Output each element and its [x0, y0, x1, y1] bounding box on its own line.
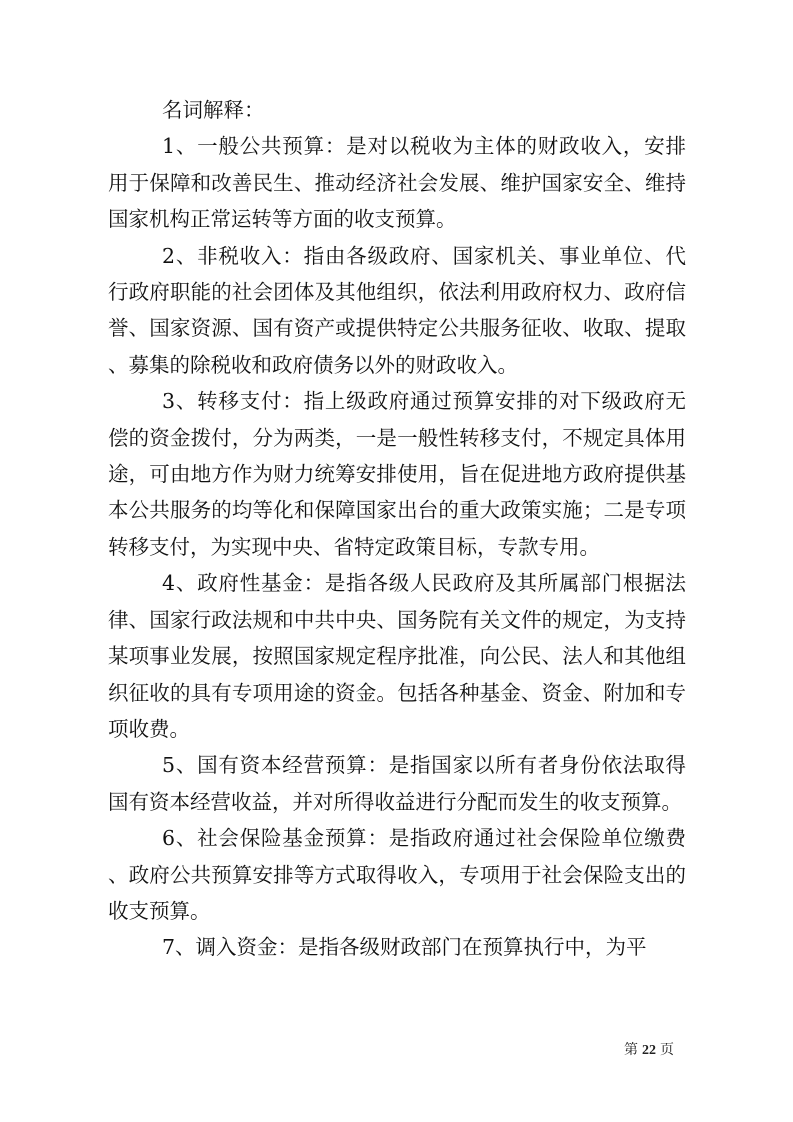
- definition-paragraph-4: 4、政府性基金：是指各级人民政府及其所属部门根据法律、国家行政法规和中共中央、国务院有关文件的规定，为支持某项事业发展，按照国家规定程序批准，向公民、法人和其他组织征收的具有专项用途的资金。包括各种基金、资金、附加和专项收费。: [108, 571, 686, 741]
- section-heading: 名词解释：: [162, 98, 265, 122]
- definition-paragraph-6: 6、社会保险基金预算：是指政府通过社会保险单位缴费、政府公共预算安排等方式取得收入，专项用于社会保险支出的收支预算。: [108, 826, 686, 923]
- definition-paragraph-5: 5、国有资本经营预算：是指国家以所有者身份依法取得国有资本经营收益，并对所得收益进行分配而发生的收支预算。: [108, 753, 686, 814]
- definition-paragraph-2: 2、非税收入：指由各级政府、国家机关、事业单位、代行政府职能的社会团体及其他组织，依法利用政府权力、政府信誉、国家资源、国有资产或提供特定公共服务征收、收取、提取、募集的除税收和政府债务以外的财政收入。: [108, 243, 686, 377]
- document-body: [108, 92, 686, 966]
- page-number-value: 22: [642, 1043, 656, 1058]
- page-number-prefix: 第: [624, 1042, 638, 1058]
- definition-paragraph-1: 1、一般公共预算：是对以税收为主体的财政收入，安排用于保障和改善民生、推动经济社会发展、维护国家安全、维持国家机构正常运转等方面的收支预算。: [108, 134, 686, 232]
- definition-paragraph-3: 3、转移支付：指上级政府通过预算安排的对下级政府无偿的资金拨付，分为两类，一是一般性转移支付，不规定具体用途，可由地方作为财力统筹安排使用，旨在促进地方政府提供基本公共服务的均等化和保障国家出台的重大政策实施；二是专项转移支付，为实现中央、省特定政策目标，专款专用。: [108, 389, 686, 559]
- page-number-suffix: 页: [660, 1042, 674, 1058]
- page-number: [624, 1041, 674, 1060]
- definition-paragraph-7: 7、调入资金：是指各级财政部门在预算执行中，为平: [162, 935, 647, 960]
